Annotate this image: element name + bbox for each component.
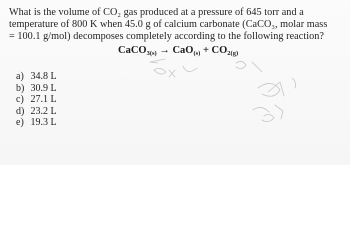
reactant-state: 3(s) xyxy=(146,50,157,57)
scribble-mark xyxy=(258,83,280,96)
scribble-mark xyxy=(236,61,246,68)
question-line: = 100.1 g/mol) decomposes completely according to the following reaction? xyxy=(9,31,324,42)
scribble-mark xyxy=(183,66,197,72)
question-line: What is the volume of CO₂ gas produced at a pressure of 645 torr and a xyxy=(9,7,304,18)
answer-value: 34.8 L xyxy=(30,71,57,82)
answer-letter: c) xyxy=(16,94,24,106)
scribble-mark xyxy=(262,114,274,121)
product-formula-co2: CO xyxy=(211,45,228,56)
plus-sign: + xyxy=(202,45,209,56)
scribble-mark xyxy=(275,105,283,119)
answer-letter: b) xyxy=(16,82,25,94)
scribble-mark xyxy=(150,59,165,63)
answer-choice-b[interactable] xyxy=(16,83,57,95)
answer-value: 30.9 L xyxy=(30,82,57,94)
scribble-mark xyxy=(169,70,175,77)
answer-choice-c[interactable] xyxy=(16,94,57,106)
answer-choice-a[interactable] xyxy=(16,71,57,83)
scribble-mark xyxy=(253,107,269,112)
answer-letter: e) xyxy=(16,117,24,129)
scribble-mark xyxy=(292,78,296,88)
answer-value: 23.2 L xyxy=(30,105,57,117)
reactant-formula: CaCO xyxy=(118,45,147,56)
reaction-equation xyxy=(118,45,238,57)
answer-choices xyxy=(16,71,57,129)
answer-choice-d[interactable] xyxy=(16,106,57,118)
answer-letter: d) xyxy=(16,105,25,117)
scribble-mark xyxy=(154,68,166,74)
scribble-mark xyxy=(268,82,284,96)
product-formula-cao: CaO xyxy=(172,45,194,56)
reaction-arrow: → xyxy=(159,45,170,56)
product-state-co2: 2(g) xyxy=(227,50,239,57)
answer-value: 19.3 L xyxy=(30,117,57,129)
answer-choice-e[interactable] xyxy=(16,117,57,129)
question-text xyxy=(9,7,345,43)
product-state-cao: (s) xyxy=(193,50,201,57)
answer-letter: a) xyxy=(16,71,24,82)
answer-value: 27.1 L xyxy=(30,94,57,106)
scribble-mark xyxy=(252,62,262,72)
question-line: temperature of 800 K when 45.0 g of calcium carbonate (CaCO₃, molar mass xyxy=(9,19,328,30)
